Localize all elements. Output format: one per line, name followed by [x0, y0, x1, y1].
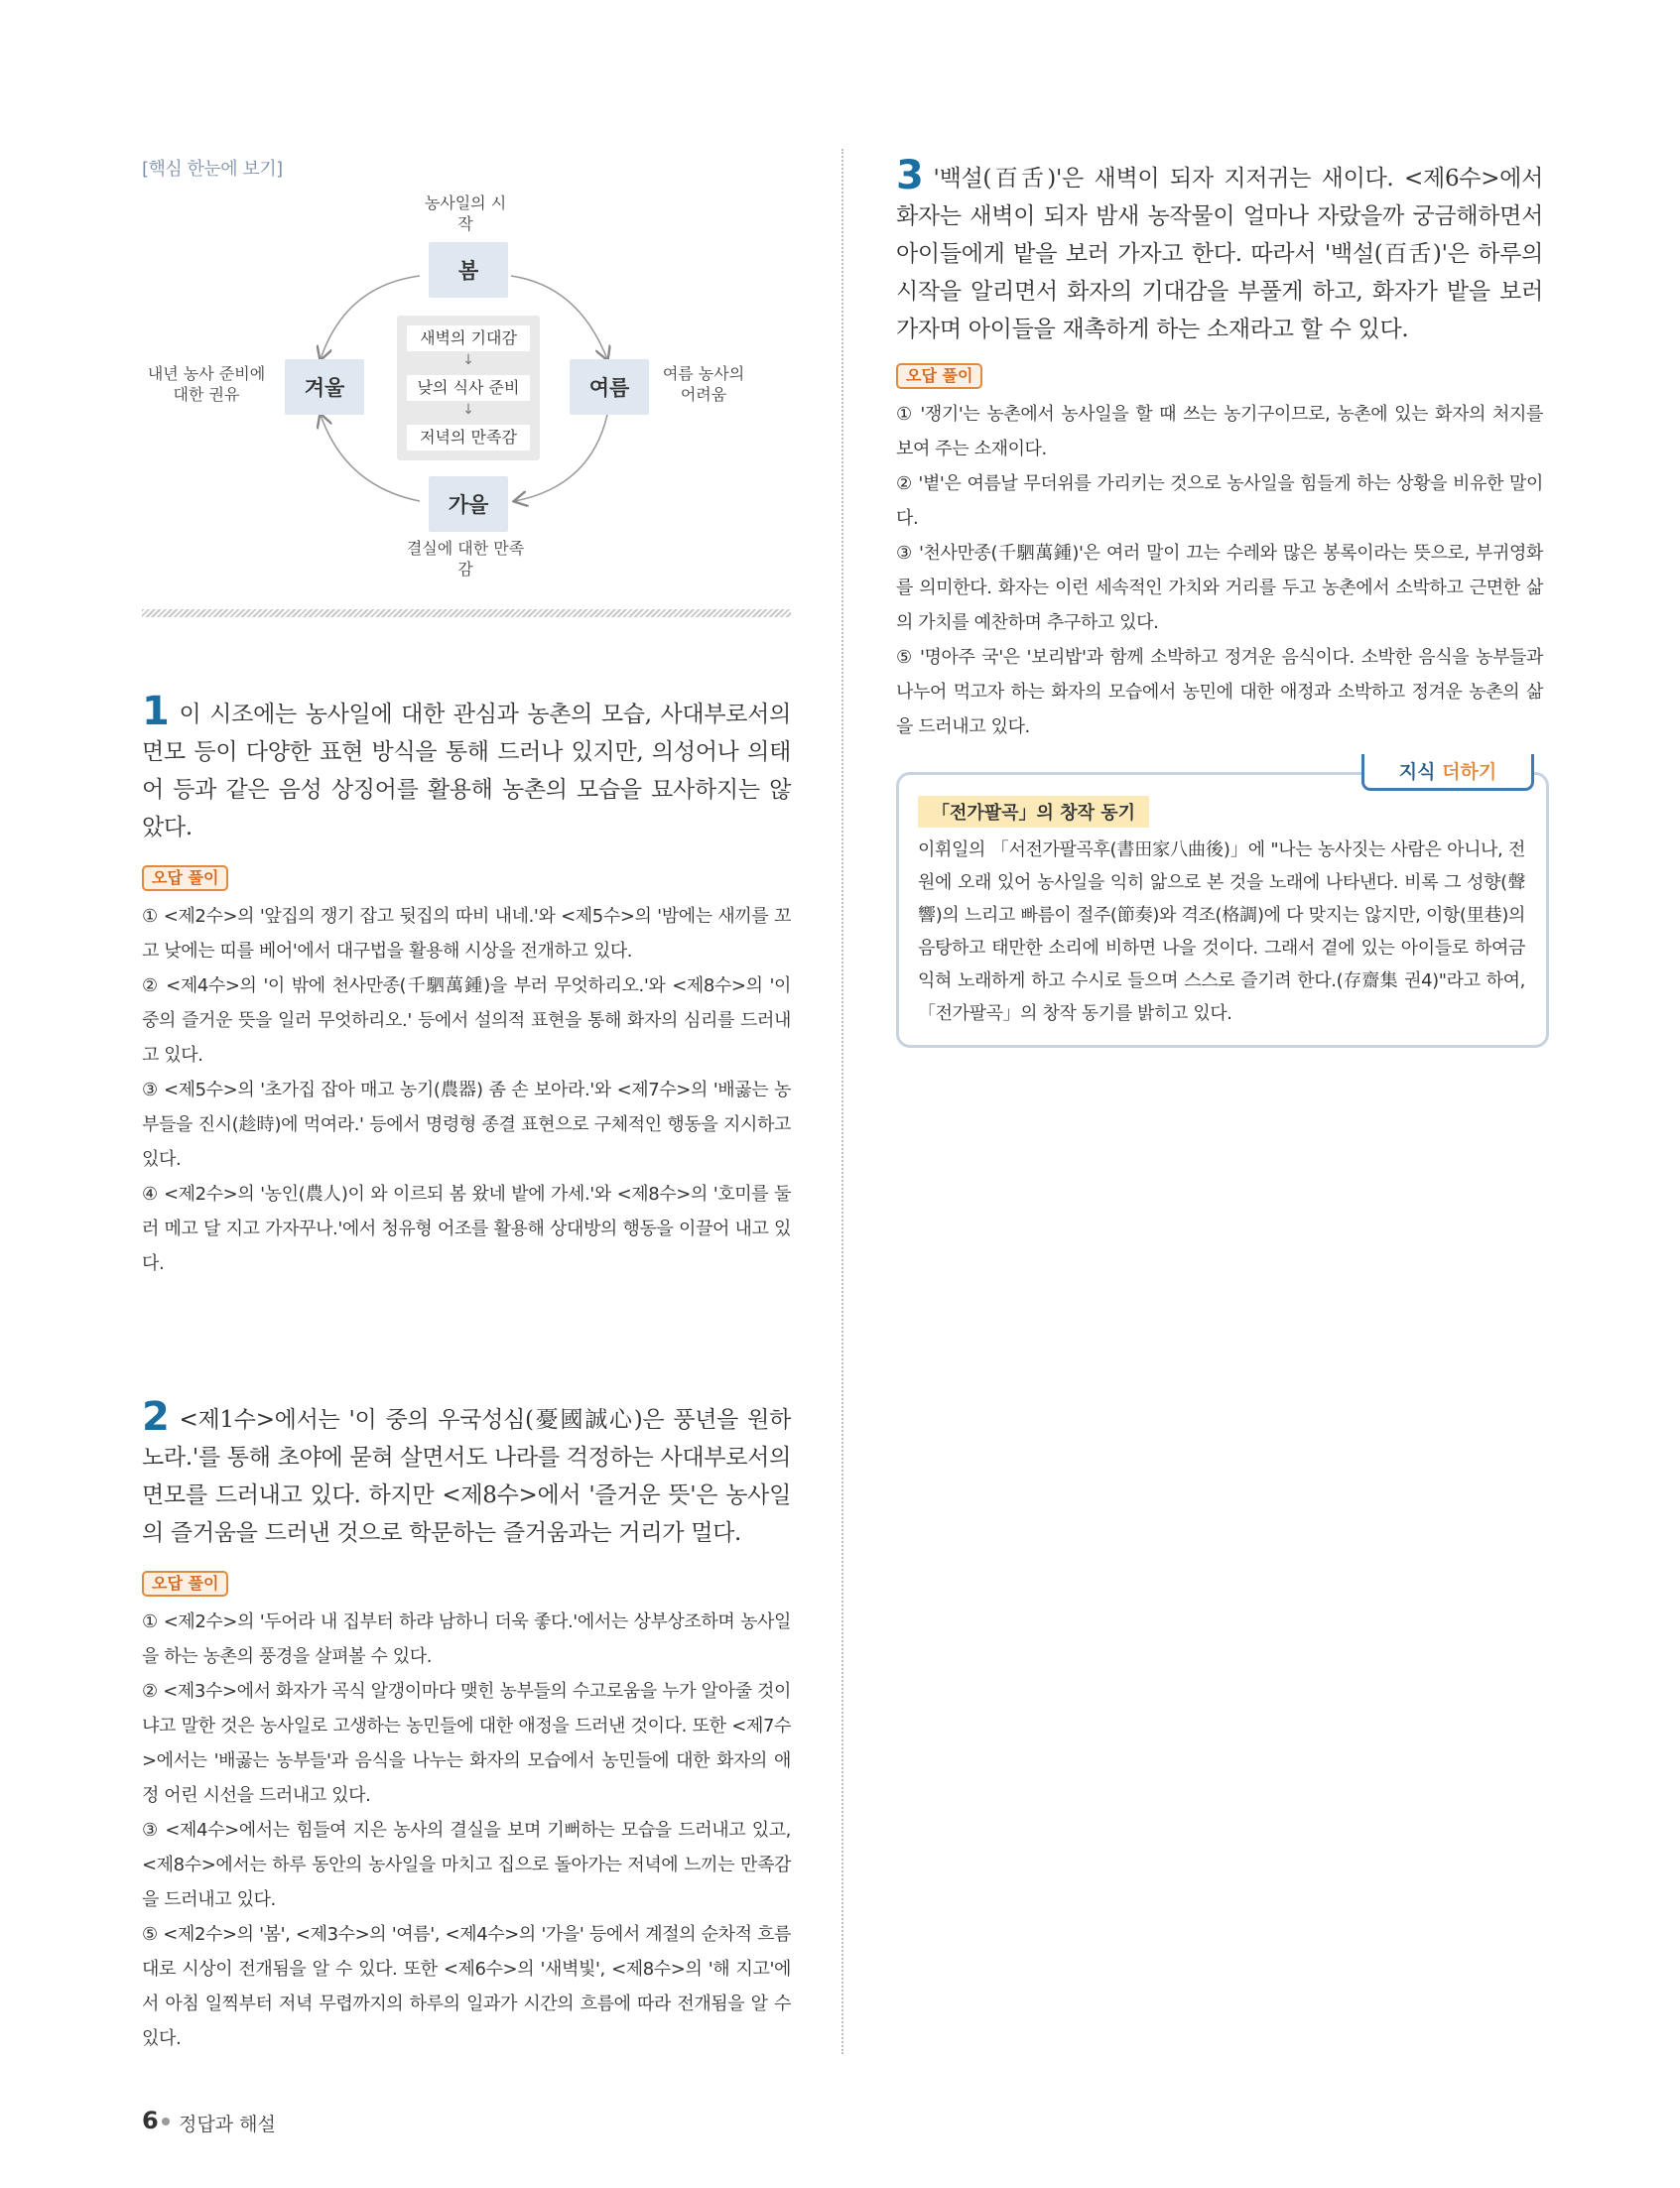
season-cycle-diagram	[142, 179, 797, 595]
q1-item: ③ <제5수>의 '초가집 잡아 매고 농기(農器) 좀 손 보아라.'와 <제7수>의 '배곯는 농부들을 진시(趁時)에 먹여라.' 등에서 명령형 종결 표현으로 구체적인 행동을 지시하고 있다.	[142, 1080, 791, 1170]
q2-item: ③ <제4수>에서는 힘들여 지은 농사의 결실을 보며 기뻐하는 모습을 드러내고 있고, <제8수>에서는 하루 동안의 농사일을 마치고 집으로 돌아가는 저녁에 느끼는 만족감을 드러내고 있다.	[142, 1820, 791, 1910]
q1-item-list	[142, 899, 791, 1281]
winter-node: 겨울	[285, 359, 364, 415]
q1-number: 1	[142, 689, 170, 734]
q1-text: 이 시조에는 농사일에 대한 관심과 농촌의 모습, 사대부로서의 면모 등이 다양한 표현 방식을 통해 드러나 있지만, 의성어나 의태어 등과 같은 음성 상징어를 활용해 농촌의 모습을 묘사하지는 않았다.	[142, 702, 791, 840]
daily-routine-box	[397, 316, 540, 460]
q1-item: ① <제2수>의 '앞집의 쟁기 잡고 뒷집의 따비 내네.'와 <제5수>의 '밤에는 새끼를 꼬고 낮에는 띠를 베어'에서 대구법을 활용해 시상을 전개하고 있다.	[142, 906, 791, 962]
q3-item: ② '볕'은 여름날 무더위를 가리키는 것으로 농사일을 힘들게 하는 상황을 비유한 말이다.	[896, 473, 1543, 529]
autumn-node: 가을	[429, 476, 508, 532]
q3-explanation	[896, 153, 1543, 348]
footer-bullet	[162, 2118, 170, 2125]
knowledge-tab-prefix: 지식	[1398, 761, 1436, 783]
q2-item: ② <제3수>에서 화자가 곡식 알갱이마다 맺힌 농부들의 수고로움을 누가 알아줄 것이냐고 말한 것은 농사일로 고생하는 농민들에 대한 애정을 드러낸 것이다. 또한 <제7수>에서는 '배곯는 농부들'과 음식을 나누는 화자의 모습에서 농민들에 대한 화자의 애정 어린 시선을 드러내고 있다.	[142, 1681, 791, 1806]
winter-desc: 내년 농사 준비에 대한 권유	[147, 364, 266, 404]
wrong-answer-label: 오답 풀이	[896, 363, 982, 389]
spring-node: 봄	[429, 242, 508, 298]
core-summary-label: [핵심 한눈에 보기]	[142, 159, 283, 180]
q3-text: '백설(百舌)'은 새벽이 되자 지저귀는 새이다. <제6수>에서 화자는 새벽이 되자 밤새 농작물이 얼마나 자랐을까 궁금해하면서 아이들에게 밭을 보러 가자고 한다. 따라서 '백설(百舌)'은 하루의 시작을 알리면서 화자의 기대감을 부풀게 하고, 화자가 밭을 보러 가자며 아이들을 재촉하게 하는 소재라고 할 수 있다.	[896, 166, 1543, 342]
section-divider	[142, 609, 791, 617]
routine-noon: 낮의 식사 준비	[407, 375, 530, 401]
q3-item: ① '쟁기'는 농촌에서 농사일을 할 때 쓰는 농기구이므로, 농촌에 있는 화자의 처지를 보여 주는 소재이다.	[896, 404, 1543, 459]
summer-desc: 여름 농사의 어려움	[662, 364, 745, 404]
down-arrow-icon: ↓	[462, 402, 474, 418]
q3-number: 3	[896, 153, 924, 198]
q3-item: ③ '천사만종(千駟萬鍾)'은 여러 말이 끄는 수레와 많은 봉록이라는 뜻으로, 부귀영화를 의미한다. 화자는 이런 세속적인 가치와 거리를 두고 농촌에서 소박하고 근면한 삶의 가치를 예찬하며 추구하고 있다.	[896, 543, 1543, 633]
footer-title: 정답과 해설	[179, 2114, 276, 2135]
q1-explanation	[142, 689, 791, 846]
down-arrow-icon: ↓	[462, 352, 474, 368]
column-divider	[841, 149, 843, 2054]
knowledge-title: 「전가팔곡」의 창작 동기	[918, 796, 1149, 828]
wrong-answer-label: 오답 풀이	[142, 865, 228, 891]
q1-item: ④ <제2수>의 '농인(農人)이 와 이르되 봄 왔네 밭에 가세.'와 <제8수>의 '호미를 둘러 메고 달 지고 가자꾸나.'에서 청유형 어조를 활용해 상대방의 행동을 이끌어 내고 있다.	[142, 1184, 791, 1274]
q2-text: <제1수>에서는 '이 중의 우국성심(憂國誠心)은 풍년을 원하노라.'를 통해 초야에 묻혀 살면서도 나라를 걱정하는 사대부로서의 면모를 드러내고 있다. 하지만 <제8수>에서 '즐거운 뜻'은 농사일의 즐거움을 드러낸 것으로 학문하는 즐거움과는 거리가 멀다.	[142, 1407, 791, 1546]
summer-node: 여름	[570, 359, 649, 415]
q2-number: 2	[142, 1394, 170, 1440]
q2-wrong-answer-tag	[142, 1571, 228, 1597]
q1-item: ② <제4수>의 '이 밖에 천사만종(千駟萬鍾)을 부러 무엇하리오.'와 <제8수>의 '이 중의 즐거운 뜻을 일러 무엇하리오.' 등에서 설의적 표현을 통해 화자의 심리를 드러내고 있다.	[142, 975, 791, 1066]
q3-item: ⑤ '명아주 국'은 '보리밥'과 함께 소박하고 정겨운 음식이다. 소박한 음식을 농부들과 나누어 먹고자 하는 화자의 모습에서 농민에 대한 애정과 소박하고 정겨운 농촌의 삶을 드러내고 있다.	[896, 647, 1543, 737]
q2-explanation	[142, 1394, 791, 1552]
knowledge-tab-accent: 더하기	[1442, 761, 1497, 783]
routine-dawn: 새벽의 기대감	[407, 325, 530, 351]
q3-wrong-answer-tag	[896, 363, 982, 389]
wrong-answer-label: 오답 풀이	[142, 1571, 228, 1597]
autumn-desc: 결실에 대한 만족감	[406, 539, 525, 579]
knowledge-tab-label	[1361, 757, 1534, 784]
q2-item: ① <제2수>의 '두어라 내 집부터 하랴 남하니 더욱 좋다.'에서는 상부상조하며 농사일을 하는 농촌의 풍경을 살펴볼 수 있다.	[142, 1611, 791, 1667]
q1-wrong-answer-tag	[142, 865, 228, 891]
spring-desc: 농사일의 시작	[424, 193, 507, 233]
q2-item-list	[142, 1605, 791, 2056]
q2-item: ⑤ <제2수>의 '봄', <제3수>의 '여름', <제4수>의 '가을' 등에서 계절의 순차적 흐름대로 시상이 전개됨을 알 수 있다. 또한 <제6수>의 '새벽빛', <제8수>의 '해 지고'에서 아침 일찍부터 저녁 무렵까지의 하루의 일과가 시간의 흐름에 따라 전개됨을 알 수 있다.	[142, 1924, 791, 2049]
q3-item-list	[896, 397, 1543, 744]
page-number: 6	[142, 2107, 159, 2134]
routine-evening: 저녁의 만족감	[407, 425, 530, 450]
knowledge-body: 이휘일의 「서전가팔곡후(書田家八曲後)」에 "나는 농사짓는 사람은 아니나, 전원에 오래 있어 농사일을 익히 앎으로 본 것을 노래에 나타낸다. 비록 그 성향(聲響)의 느리고 빠름이 절주(節奏)와 격조(格調)에 다 맞지는 않지만, 이항(里巷)의 음탕하고 태만한 소리에 비하면 나을 것이다. 그래서 곁에 있는 아이들로 하여금 익혀 노래하게 하고 수시로 들으며 스스로 즐기려 한다.(存齋集 권4)"라고 하여, 「전가팔곡」의 창작 동기를 밝히고 있다.	[918, 839, 1525, 1024]
